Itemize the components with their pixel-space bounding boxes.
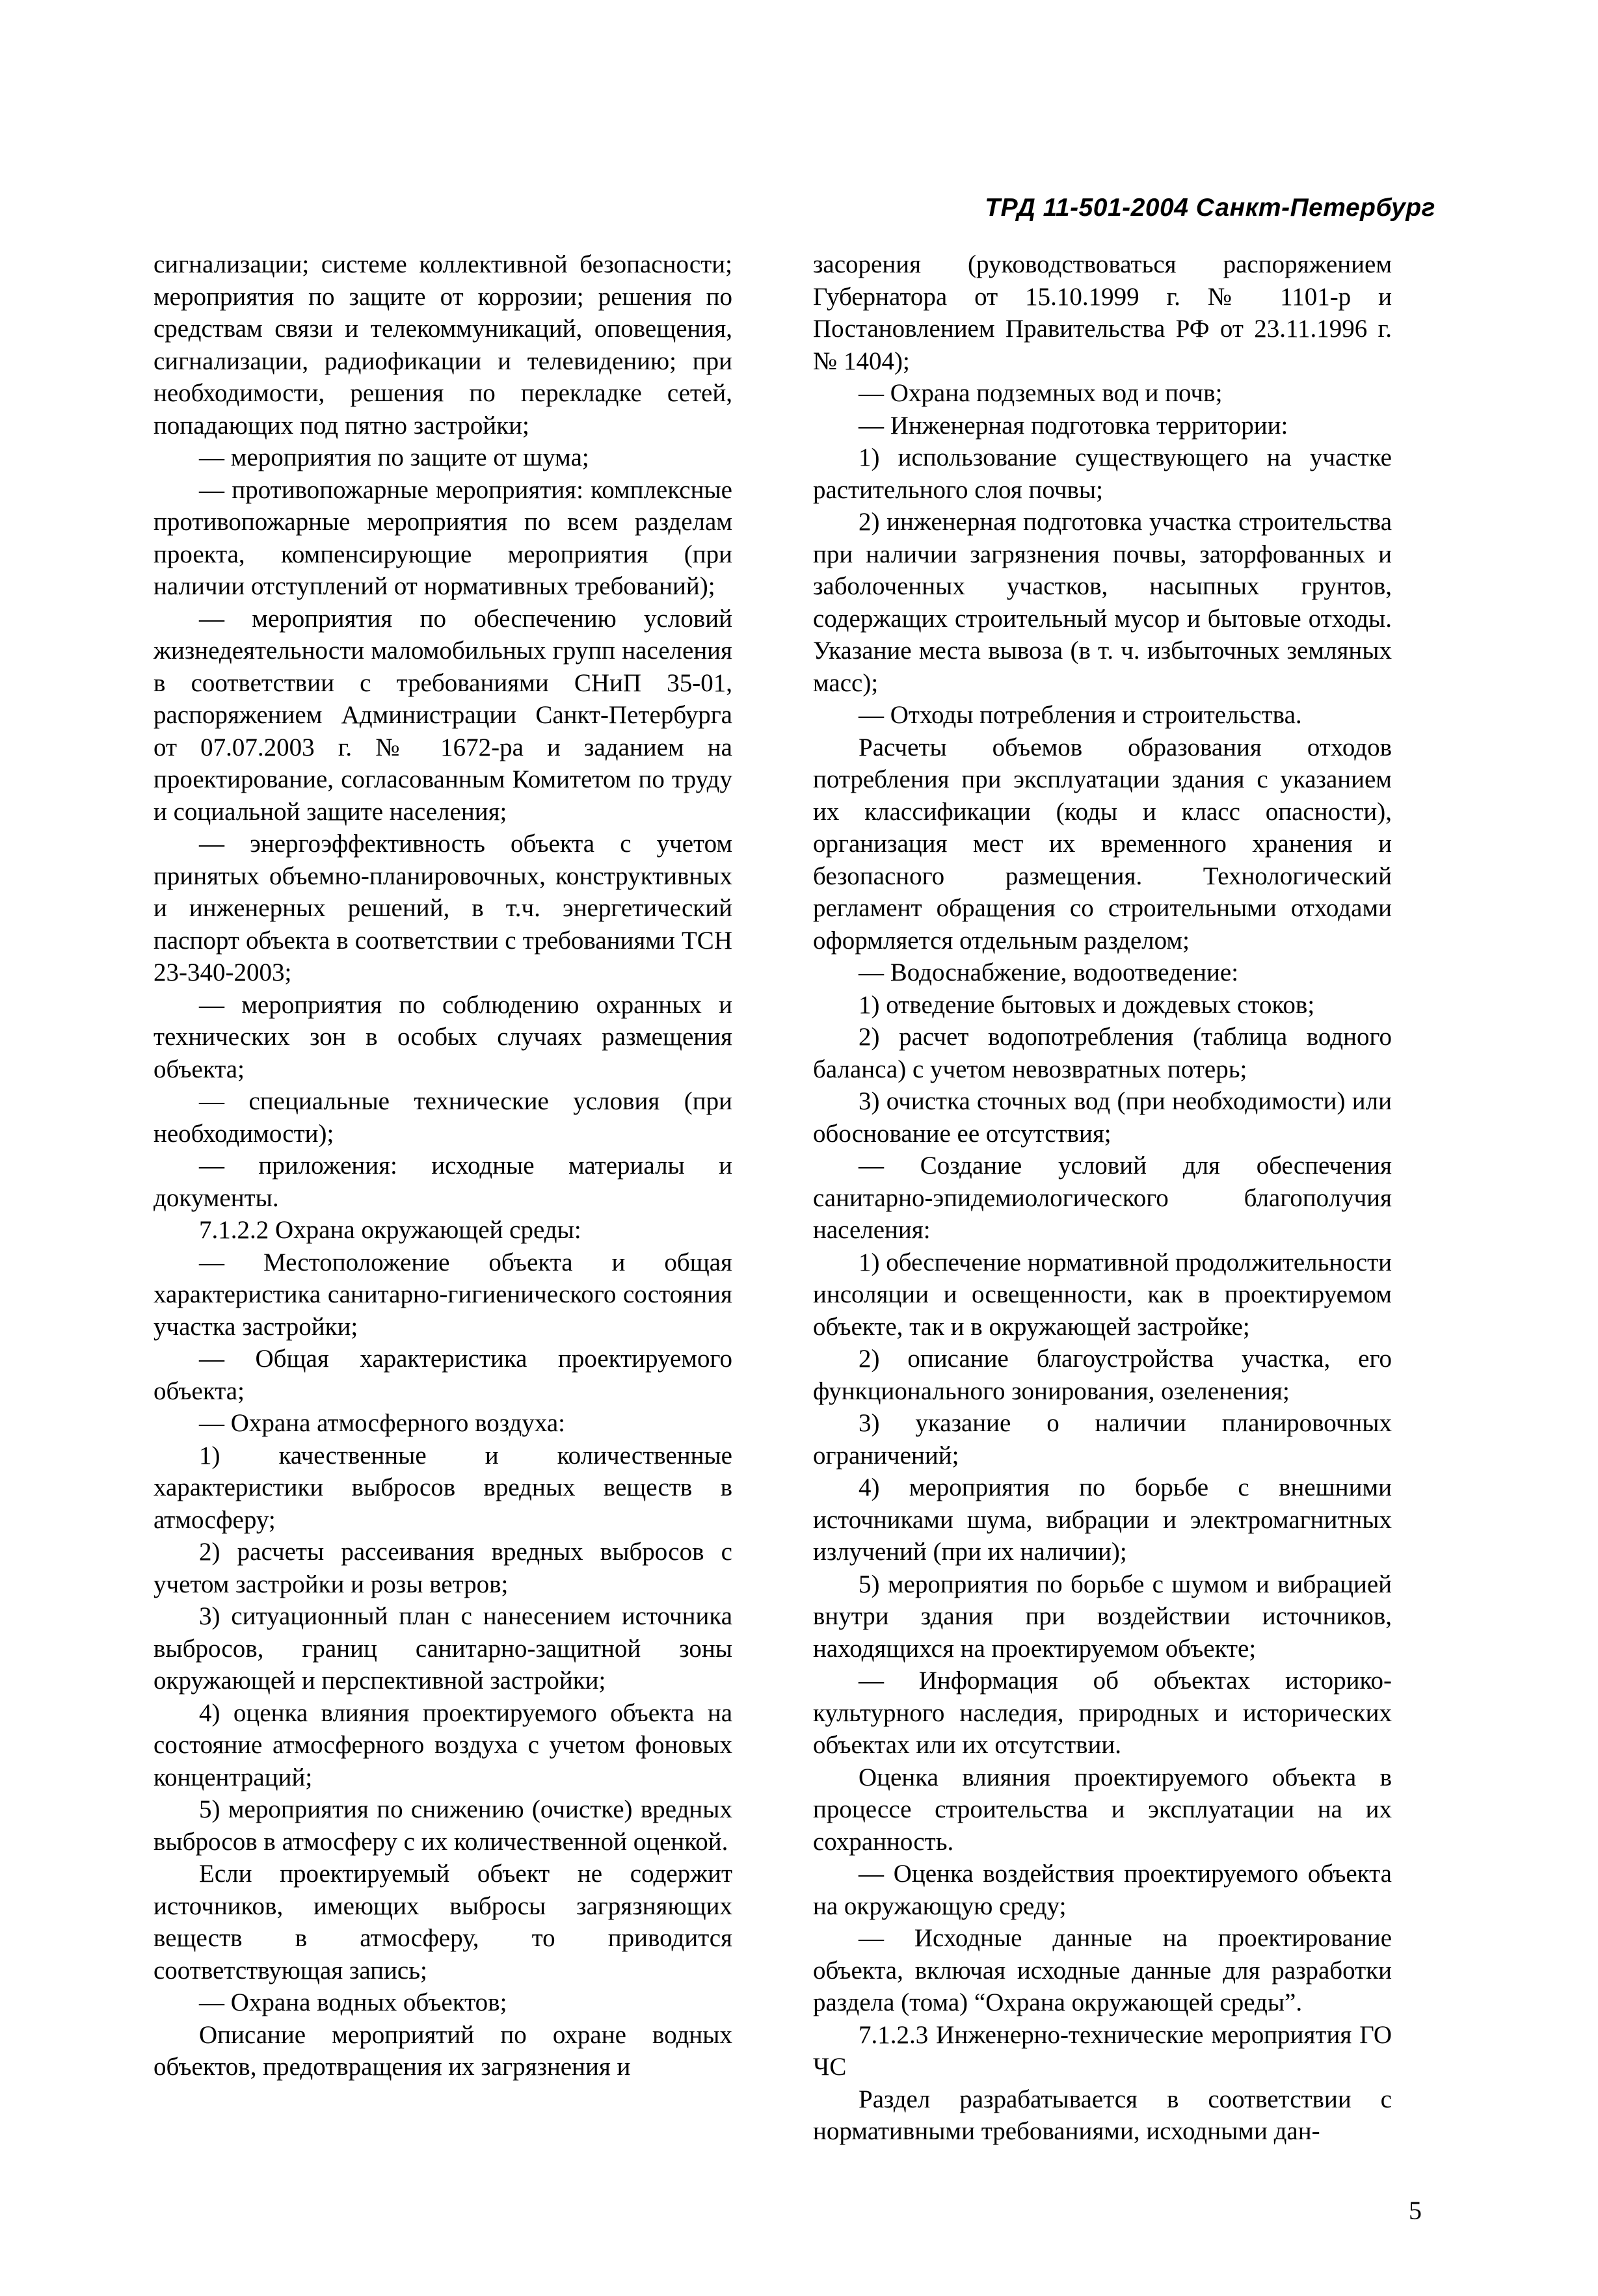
left-column <box>153 248 732 2083</box>
paragraph: 4) мероприятия по борьбе с внешними источниками шума, вибрации и электромагнитных излучений (при их наличии); <box>813 1473 1392 1566</box>
paragraph: 1) использование существующего на участке растительного слоя почвы; <box>813 443 1392 504</box>
paragraph: — специальные технические условия (при необходимости); <box>153 1087 732 1148</box>
paragraph: — Исходные данные на проектирование объекта, включая исходные данные для разработки раздела (тома) “Охрана окружающей среды”. <box>813 1924 1392 2016</box>
document-header: ТРД 11-501-2004 Санкт-Петербург <box>985 194 1435 222</box>
paragraph: — Создание условий для обеспечения санитарно-эпидемиологического благополучия населения: <box>813 1152 1392 1244</box>
paragraph: — противопожарные мероприятия: комплексные противопожарные мероприятия по всем разделам проекта, компенсирующие мероприятия (при наличии отступлений от нормативных требований); <box>153 475 732 600</box>
paragraph: 2) описание благоустройства участка, его функционального зонирования, озеленения; <box>813 1345 1392 1405</box>
paragraph: — Охрана водных объектов; <box>199 1988 507 2016</box>
paragraph: — Общая характеристика проектируемого объекта; <box>153 1345 732 1405</box>
paragraph: 7.1.2.3 Инженерно-технические мероприятия ГО ЧС <box>813 2020 1392 2081</box>
paragraph: Описание мероприятий по охране водных объектов, предотвращения их загрязнения и <box>153 2020 732 2081</box>
paragraph: 3) очистка сточных вод (при необходимости) или обоснование ее отсутствия; <box>813 1087 1392 1148</box>
paragraph: — Охрана атмосферного воздуха: <box>199 1409 565 1437</box>
paragraph: 1) обеспечение нормативной продолжительности инсоляции и освещенности, как в проектируемом объекте, так и в окружающей застройке; <box>813 1248 1392 1341</box>
paragraph: — Местоположение объекта и общая характеристика санитарно-гигиенического состояния участка застройки; <box>153 1248 732 1341</box>
paragraph: — Инженерная подготовка территории: <box>859 411 1288 440</box>
paragraph: 3) ситуационный план с нанесением источника выбросов, границ санитарно-защитной зоны окружающей и перспективной застройки; <box>153 1602 732 1695</box>
paragraph: — приложения: исходные материалы и документы. <box>153 1152 732 1212</box>
paragraph: — Информация об объектах историко-культурного наследия, природных и исторических объектах или их отсутствии. <box>813 1667 1392 1759</box>
paragraph: 7.1.2.2 Охрана окружающей среды: <box>199 1216 581 1244</box>
paragraph: 2) инженерная подготовка участка строительства при наличии загрязнения почвы, заторфованных и заболоченных участков, насыпных грунтов, содержащих строительный мусор и бытовые отходы. Указание места вывоза (в т. ч. избыточных земляных масс); <box>813 508 1392 697</box>
paragraph: — мероприятия по защите от шума; <box>199 443 589 471</box>
paragraph: — Отходы потребления и строительства. <box>859 701 1302 729</box>
right-column <box>813 248 1392 2148</box>
paragraph: Расчеты объемов образования отходов потребления при эксплуатации здания с указанием их классификации (коды и класс опасности), организация мест их временного хранения и безопасного размещения. Технологический регламент обращения со строительными отходами оформляется отдельным разделом; <box>813 733 1392 955</box>
paragraph: — Оценка воздействия проектируемого объекта на окружающую среду; <box>813 1860 1392 1920</box>
paragraph: сигнализации; системе коллективной безопасности; мероприятия по защите от коррозии; решения по средствам связи и телекоммуникаций, оповещения, сигнализации, радиофикации и телевидению; при необходимости, решения по перекладке сетей, попадающих под пятно застройки; <box>153 250 732 440</box>
paragraph: 3) указание о наличии планировочных ограничений; <box>813 1409 1392 1470</box>
paragraph: 5) мероприятия по борьбе с шумом и вибрацией внутри здания при воздействии источников, находящихся на проектируемом объекте; <box>813 1570 1392 1663</box>
paragraph: — мероприятия по соблюдению охранных и технических зон в особых случаях размещения объекта; <box>153 990 732 1083</box>
paragraph: 1) качественные и количественные характеристики выбросов вредных веществ в атмосферу; <box>153 1441 732 1534</box>
paragraph: — энергоэффективность объекта с учетом принятых объемно-планировочных, конструктивных и инженерных решений, в т.ч. энергетический паспорт объекта в соответствии с требованиями ТСН 23-340-2003; <box>153 830 732 986</box>
paragraph: 2) расчеты рассеивания вредных выбросов с учетом застройки и розы ветров; <box>153 1538 732 1598</box>
paragraph: — мероприятия по обеспечению условий жизнедеятельности маломобильных групп населения в соответствии с требованиями СНиП 35-01, распоряжением Администрации Санкт-Петербурга от 07.07.2003 г. № 1672-ра и заданием на проектирование, согласованным Комитетом по труду и социальной защите населения; <box>153 604 732 826</box>
paragraph: 1) отведение бытовых и дождевых стоков; <box>859 990 1315 1019</box>
paragraph: — Охрана подземных вод и почв; <box>859 379 1223 407</box>
paragraph: Раздел разрабатывается в соответствии с нормативными требованиями, исходными дан- <box>813 2085 1392 2145</box>
paragraph: 5) мероприятия по снижению (очистке) вредных выбросов в атмосферу с их количественной оценкой. <box>153 1795 732 1856</box>
paragraph: — Водоснабжение, водоотведение: <box>859 958 1239 986</box>
paragraph: Оценка влияния проектируемого объекта в процессе строительства и эксплуатации на их сохранность. <box>813 1763 1392 1856</box>
page-number: 5 <box>1409 2196 1422 2225</box>
paragraph: засорения (руководствоваться распоряжением Губернатора от 15.10.1999 г. № 1101-р и Постановлением Правительства РФ от 23.11.1996 г. № 1404); <box>813 250 1392 375</box>
paragraph: Если проектируемый объект не содержит источников, имеющих выбросы загрязняющих веществ в атмосферу, то приводится соответствующая запись; <box>153 1860 732 1985</box>
paragraph: 4) оценка влияния проектируемого объекта на состояние атмосферного воздуха с учетом фоновых концентраций; <box>153 1698 732 1791</box>
paragraph: 2) расчет водопотребления (таблица водного баланса) с учетом невозвратных потерь; <box>813 1023 1392 1083</box>
